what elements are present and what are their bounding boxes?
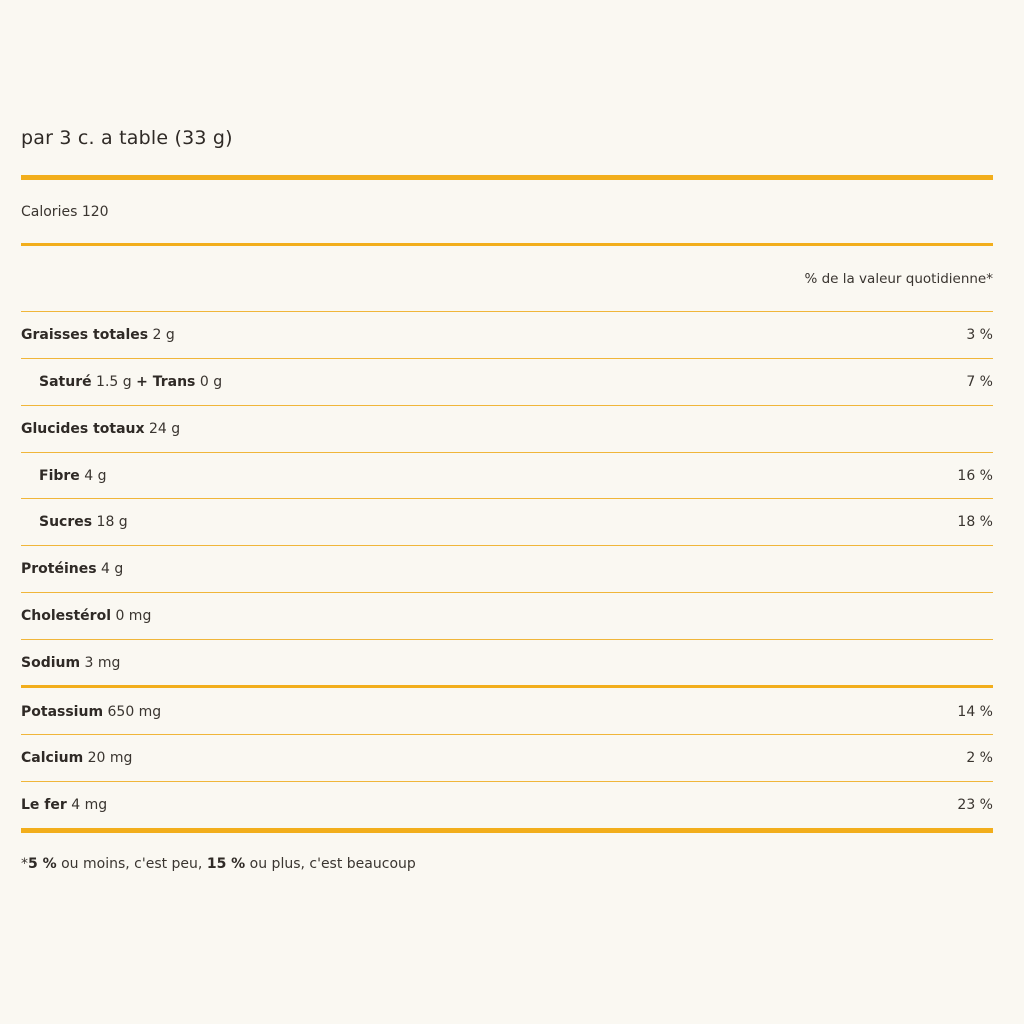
nutrient-percent: 16 %	[957, 468, 993, 484]
nutrient-row-iron	[21, 782, 993, 828]
divider-medium	[21, 243, 993, 246]
divider-medium	[21, 685, 993, 688]
nutrient-row-saturated-trans	[21, 359, 993, 405]
nutrient-name: Potassium	[21, 704, 104, 720]
nutrient-name: Cholestérol	[21, 608, 111, 624]
nutrient-percent: 23 %	[957, 797, 993, 813]
nutrient-label	[21, 468, 107, 484]
nutrient-percent: 2 %	[966, 750, 993, 766]
nutrient-row-calcium	[21, 735, 993, 781]
nutrient-amount: 3 mg	[84, 655, 121, 671]
nutrient-row-cholesterol	[21, 593, 993, 639]
footnote-low-value: 5 %	[28, 856, 57, 872]
nutrient-name: Graisses totales	[21, 327, 149, 343]
nutrient-amount: 1.5 g	[96, 374, 132, 390]
nutrient-percent: 14 %	[957, 704, 993, 720]
footnote-high-text: ou plus, c'est beaucoup	[245, 856, 416, 872]
nutrient-amount: 4 g	[84, 468, 107, 484]
nutrient-row-potassium	[21, 689, 993, 735]
nutrient-amount: 18 g	[96, 514, 128, 530]
nutrient-label	[21, 561, 123, 577]
calories-line: Calories 120	[21, 204, 109, 220]
nutrient-row-protein	[21, 546, 993, 592]
nutrient-amount: 0 mg	[115, 608, 152, 624]
nutrient-name: Sucres	[39, 514, 93, 530]
nutrient-amount: 4 g	[101, 561, 124, 577]
nutrient-row-fat	[21, 312, 993, 358]
nutrient-name: Sodium	[21, 655, 81, 671]
footnote-high-value: 15 %	[206, 856, 246, 872]
nutrient-amount: 650 mg	[107, 704, 162, 720]
nutrient-label	[21, 797, 107, 813]
nutrient-name-secondary: + Trans	[136, 374, 196, 390]
nutrient-label	[21, 655, 120, 671]
nutrient-label	[21, 514, 128, 530]
nutrient-amount: 24 g	[148, 421, 181, 437]
divider-thick	[21, 828, 993, 833]
daily-value-header: % de la valeur quotidienne*	[804, 271, 993, 287]
nutrient-label	[21, 421, 180, 437]
divider-thick	[21, 175, 993, 180]
nutrient-row-sodium	[21, 640, 993, 686]
nutrient-label	[21, 327, 175, 343]
nutrient-label	[21, 608, 151, 624]
nutrient-label	[21, 750, 132, 766]
nutrient-percent: 3 %	[966, 327, 993, 343]
nutrient-name: Le fer	[21, 797, 67, 813]
nutrient-amount: 4 mg	[71, 797, 108, 813]
nutrient-name: Calcium	[21, 750, 84, 766]
nutrient-name: Fibre	[39, 468, 80, 484]
nutrient-name: Protéines	[21, 561, 97, 577]
nutrient-label	[21, 704, 161, 720]
nutrient-amount: 20 mg	[87, 750, 133, 766]
nutrient-row-fibre	[21, 453, 993, 499]
nutrient-percent: 18 %	[957, 514, 993, 530]
serving-size: par 3 c. a table (33 g)	[21, 127, 233, 149]
footnote	[21, 856, 416, 872]
nutrient-name: Saturé	[39, 374, 92, 390]
nutrient-row-sugars	[21, 499, 993, 545]
nutrient-amount: 2 g	[152, 327, 175, 343]
nutrient-row-carbohydrates	[21, 406, 993, 452]
nutrient-name: Glucides totaux	[21, 421, 145, 437]
footnote-low-text: ou moins, c'est peu,	[56, 856, 207, 872]
nutrient-amount-secondary: 0 g	[199, 374, 223, 390]
nutrient-label	[21, 374, 222, 390]
footnote-asterisk: *	[21, 856, 28, 872]
nutrient-percent: 7 %	[966, 374, 993, 390]
